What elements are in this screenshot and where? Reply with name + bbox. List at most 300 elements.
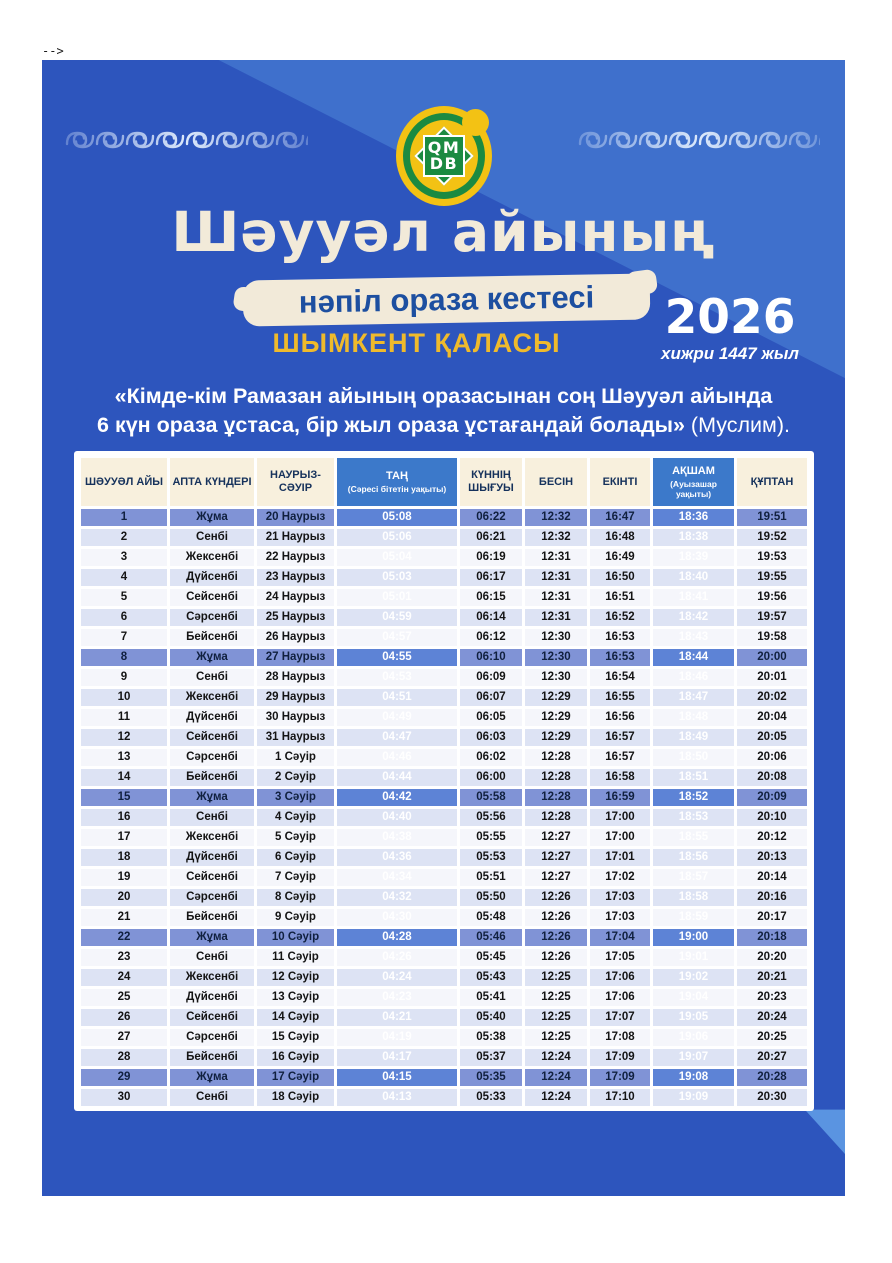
cell-aksham-time: 19:00 bbox=[653, 929, 734, 946]
cell-quptan-time: 20:23 bbox=[737, 989, 807, 1006]
cell-date: 7 Сәуір bbox=[257, 869, 334, 886]
cell-sunrise-time: 06:07 bbox=[460, 689, 522, 706]
cell-quptan-time: 20:30 bbox=[737, 1089, 807, 1106]
cell-aksham-time: 19:06 bbox=[653, 1029, 734, 1046]
cell-weekday: Сейсенбі bbox=[170, 589, 254, 606]
cell-sunrise-time: 06:09 bbox=[460, 669, 522, 686]
cell-sunrise-time: 05:35 bbox=[460, 1069, 522, 1086]
cell-date: 26 Наурыз bbox=[257, 629, 334, 646]
cell-date: 24 Наурыз bbox=[257, 589, 334, 606]
cell-quptan-time: 20:05 bbox=[737, 729, 807, 746]
table-row bbox=[81, 1029, 807, 1046]
cell-quptan-time: 19:55 bbox=[737, 569, 807, 586]
logo-line2: DB bbox=[429, 154, 459, 173]
cell-aksham-time: 18:59 bbox=[653, 909, 734, 926]
cell-tan-time: 04:59 bbox=[337, 609, 457, 626]
quote-line2 bbox=[42, 411, 845, 440]
cell-besin-time: 12:28 bbox=[525, 789, 587, 806]
cell-tan-time: 04:51 bbox=[337, 689, 457, 706]
cell-weekday: Бейсенбі bbox=[170, 769, 254, 786]
cell-weekday: Жексенбі bbox=[170, 829, 254, 846]
table-row bbox=[81, 709, 807, 726]
cell-tan-time: 04:15 bbox=[337, 1069, 457, 1086]
cell-besin-time: 12:27 bbox=[525, 869, 587, 886]
table-row bbox=[81, 909, 807, 926]
cell-sunrise-time: 05:48 bbox=[460, 909, 522, 926]
cell-tan-time: 05:03 bbox=[337, 569, 457, 586]
table-row bbox=[81, 549, 807, 566]
cell-quptan-time: 20:24 bbox=[737, 1009, 807, 1026]
schedule-table bbox=[78, 455, 810, 1109]
cell-date: 29 Наурыз bbox=[257, 689, 334, 706]
table-row bbox=[81, 969, 807, 986]
cell-day-number: 9 bbox=[81, 669, 167, 686]
cell-day-number: 24 bbox=[81, 969, 167, 986]
kazakh-ornament-band-right bbox=[578, 127, 820, 153]
cell-sunrise-time: 05:56 bbox=[460, 809, 522, 826]
cell-sunrise-time: 06:02 bbox=[460, 749, 522, 766]
cell-sunrise-time: 06:05 bbox=[460, 709, 522, 726]
cell-ekinti-time: 16:48 bbox=[590, 529, 650, 546]
cell-quptan-time: 20:13 bbox=[737, 849, 807, 866]
cell-ekinti-time: 17:04 bbox=[590, 929, 650, 946]
cell-day-number: 23 bbox=[81, 949, 167, 966]
cell-quptan-time: 20:16 bbox=[737, 889, 807, 906]
cell-tan-time: 04:40 bbox=[337, 809, 457, 826]
cell-weekday: Жексенбі bbox=[170, 689, 254, 706]
table-row bbox=[81, 1009, 807, 1026]
table-row bbox=[81, 749, 807, 766]
table-row bbox=[81, 889, 807, 906]
cell-quptan-time: 20:00 bbox=[737, 649, 807, 666]
cell-quptan-time: 20:20 bbox=[737, 949, 807, 966]
cell-quptan-time: 20:21 bbox=[737, 969, 807, 986]
cell-sunrise-time: 06:03 bbox=[460, 729, 522, 746]
cell-quptan-time: 20:01 bbox=[737, 669, 807, 686]
cell-weekday: Жұма bbox=[170, 929, 254, 946]
cell-weekday: Бейсенбі bbox=[170, 909, 254, 926]
cell-sunrise-time: 06:21 bbox=[460, 529, 522, 546]
cell-date: 16 Сәуір bbox=[257, 1049, 334, 1066]
cell-quptan-time: 20:06 bbox=[737, 749, 807, 766]
cell-date: 23 Наурыз bbox=[257, 569, 334, 586]
cell-besin-time: 12:26 bbox=[525, 929, 587, 946]
cell-date: 4 Сәуір bbox=[257, 809, 334, 826]
cell-aksham-time: 19:04 bbox=[653, 989, 734, 1006]
cell-weekday: Сейсенбі bbox=[170, 1009, 254, 1026]
cell-weekday: Жексенбі bbox=[170, 969, 254, 986]
cell-date: 5 Сәуір bbox=[257, 829, 334, 846]
cell-sunrise-time: 05:53 bbox=[460, 849, 522, 866]
cell-sunrise-time: 05:43 bbox=[460, 969, 522, 986]
cell-sunrise-time: 05:38 bbox=[460, 1029, 522, 1046]
cell-ekinti-time: 17:06 bbox=[590, 969, 650, 986]
cell-quptan-time: 19:58 bbox=[737, 629, 807, 646]
table-row bbox=[81, 829, 807, 846]
cell-besin-time: 12:28 bbox=[525, 809, 587, 826]
cell-tan-time: 04:13 bbox=[337, 1089, 457, 1106]
cell-quptan-time: 20:12 bbox=[737, 829, 807, 846]
cell-day-number: 8 bbox=[81, 649, 167, 666]
cell-weekday: Сейсенбі bbox=[170, 869, 254, 886]
cell-ekinti-time: 17:02 bbox=[590, 869, 650, 886]
cell-ekinti-time: 16:47 bbox=[590, 509, 650, 526]
cell-besin-time: 12:26 bbox=[525, 909, 587, 926]
col-aksham: АҚШАМ (Ауызашар уақыты) bbox=[653, 458, 734, 506]
cell-day-number: 10 bbox=[81, 689, 167, 706]
table-row bbox=[81, 509, 807, 526]
cell-besin-time: 12:32 bbox=[525, 509, 587, 526]
cell-ekinti-time: 16:56 bbox=[590, 709, 650, 726]
cell-day-number: 2 bbox=[81, 529, 167, 546]
col-quptan: ҚҰПТАН bbox=[737, 458, 807, 506]
cell-weekday: Сәрсенбі bbox=[170, 1029, 254, 1046]
cell-aksham-time: 18:58 bbox=[653, 889, 734, 906]
table-row bbox=[81, 689, 807, 706]
table-row bbox=[81, 849, 807, 866]
cell-day-number: 28 bbox=[81, 1049, 167, 1066]
table-row bbox=[81, 949, 807, 966]
table-row bbox=[81, 769, 807, 786]
cell-besin-time: 12:27 bbox=[525, 829, 587, 846]
cell-sunrise-time: 05:55 bbox=[460, 829, 522, 846]
cell-date: 6 Сәуір bbox=[257, 849, 334, 866]
cell-day-number: 17 bbox=[81, 829, 167, 846]
cell-besin-time: 12:29 bbox=[525, 689, 587, 706]
cell-day-number: 3 bbox=[81, 549, 167, 566]
cell-besin-time: 12:31 bbox=[525, 589, 587, 606]
cell-day-number: 6 bbox=[81, 609, 167, 626]
table-row bbox=[81, 589, 807, 606]
cell-ekinti-time: 16:54 bbox=[590, 669, 650, 686]
cell-date: 21 Наурыз bbox=[257, 529, 334, 546]
cell-besin-time: 12:29 bbox=[525, 729, 587, 746]
cell-day-number: 29 bbox=[81, 1069, 167, 1086]
col-march-april: НАУРЫЗ-СӘУІР bbox=[257, 458, 334, 506]
cell-tan-time: 04:30 bbox=[337, 909, 457, 926]
logo-monogram bbox=[396, 106, 492, 206]
cell-aksham-time: 18:55 bbox=[653, 829, 734, 846]
cell-tan-time: 05:04 bbox=[337, 549, 457, 566]
cell-quptan-time: 19:52 bbox=[737, 529, 807, 546]
cell-aksham-time: 18:49 bbox=[653, 729, 734, 746]
cell-day-number: 16 bbox=[81, 809, 167, 826]
cell-tan-time: 04:44 bbox=[337, 769, 457, 786]
cell-day-number: 21 bbox=[81, 909, 167, 926]
cell-ekinti-time: 17:06 bbox=[590, 989, 650, 1006]
cell-ekinti-time: 16:59 bbox=[590, 789, 650, 806]
cell-sunrise-time: 06:19 bbox=[460, 549, 522, 566]
col-ekinti: ЕКІНТІ bbox=[590, 458, 650, 506]
poster-title: Шәууәл айының bbox=[171, 200, 716, 264]
cell-date: 8 Сәуір bbox=[257, 889, 334, 906]
cell-besin-time: 12:31 bbox=[525, 549, 587, 566]
cell-weekday: Жұма bbox=[170, 789, 254, 806]
cell-tan-time: 04:42 bbox=[337, 789, 457, 806]
cell-ekinti-time: 17:07 bbox=[590, 1009, 650, 1026]
col-shawwal-day: ШӘУУӘЛ АЙЫ bbox=[81, 458, 167, 506]
table-row bbox=[81, 929, 807, 946]
cell-ekinti-time: 16:53 bbox=[590, 629, 650, 646]
cell-day-number: 7 bbox=[81, 629, 167, 646]
cell-day-number: 26 bbox=[81, 1009, 167, 1026]
cell-aksham-time: 19:07 bbox=[653, 1049, 734, 1066]
table-row bbox=[81, 729, 807, 746]
cell-date: 15 Сәуір bbox=[257, 1029, 334, 1046]
cell-day-number: 15 bbox=[81, 789, 167, 806]
cell-weekday: Дүйсенбі bbox=[170, 709, 254, 726]
cell-aksham-time: 18:44 bbox=[653, 649, 734, 666]
cell-day-number: 1 bbox=[81, 509, 167, 526]
cell-quptan-time: 20:18 bbox=[737, 929, 807, 946]
cell-weekday: Жұма bbox=[170, 1069, 254, 1086]
cell-aksham-time: 19:01 bbox=[653, 949, 734, 966]
cell-tan-time: 04:34 bbox=[337, 869, 457, 886]
cell-weekday: Сенбі bbox=[170, 529, 254, 546]
cell-sunrise-time: 06:17 bbox=[460, 569, 522, 586]
cell-ekinti-time: 17:03 bbox=[590, 889, 650, 906]
cell-ekinti-time: 17:01 bbox=[590, 849, 650, 866]
cell-sunrise-time: 05:50 bbox=[460, 889, 522, 906]
cell-ekinti-time: 17:09 bbox=[590, 1069, 650, 1086]
cell-day-number: 25 bbox=[81, 989, 167, 1006]
cell-besin-time: 12:31 bbox=[525, 609, 587, 626]
table-row bbox=[81, 569, 807, 586]
cell-sunrise-time: 06:14 bbox=[460, 609, 522, 626]
cell-sunrise-time: 06:10 bbox=[460, 649, 522, 666]
cell-weekday: Жұма bbox=[170, 509, 254, 526]
cell-quptan-time: 19:53 bbox=[737, 549, 807, 566]
cell-date: 13 Сәуір bbox=[257, 989, 334, 1006]
cell-date: 31 Наурыз bbox=[257, 729, 334, 746]
cell-besin-time: 12:25 bbox=[525, 969, 587, 986]
cell-besin-time: 12:30 bbox=[525, 669, 587, 686]
cell-date: 2 Сәуір bbox=[257, 769, 334, 786]
cell-weekday: Дүйсенбі bbox=[170, 569, 254, 586]
table-row bbox=[81, 869, 807, 886]
quote-line1: «Кімде-кім Рамазан айының оразасынан соң Шәууәл айында bbox=[114, 384, 773, 408]
cell-besin-time: 12:26 bbox=[525, 949, 587, 966]
cell-quptan-time: 20:08 bbox=[737, 769, 807, 786]
cell-date: 12 Сәуір bbox=[257, 969, 334, 986]
cell-besin-time: 12:26 bbox=[525, 889, 587, 906]
city-name: ШЫМКЕНТ ҚАЛАСЫ bbox=[272, 328, 561, 358]
table-header-row bbox=[81, 458, 807, 506]
cell-date: 25 Наурыз bbox=[257, 609, 334, 626]
cell-aksham-time: 18:40 bbox=[653, 569, 734, 586]
cell-weekday: Бейсенбі bbox=[170, 1049, 254, 1066]
cell-quptan-time: 19:51 bbox=[737, 509, 807, 526]
cell-aksham-time: 18:36 bbox=[653, 509, 734, 526]
cell-day-number: 14 bbox=[81, 769, 167, 786]
cell-quptan-time: 20:25 bbox=[737, 1029, 807, 1046]
cell-tan-time: 04:26 bbox=[337, 949, 457, 966]
cell-besin-time: 12:24 bbox=[525, 1049, 587, 1066]
cell-besin-time: 12:29 bbox=[525, 709, 587, 726]
cell-day-number: 18 bbox=[81, 849, 167, 866]
cell-besin-time: 12:24 bbox=[525, 1089, 587, 1106]
cell-date: 28 Наурыз bbox=[257, 669, 334, 686]
cell-day-number: 30 bbox=[81, 1089, 167, 1106]
cell-weekday: Сенбі bbox=[170, 669, 254, 686]
gregorian-year: 2026 bbox=[664, 290, 796, 345]
cell-ekinti-time: 17:05 bbox=[590, 949, 650, 966]
comment-marker-text: --> bbox=[42, 44, 64, 58]
cell-ekinti-time: 16:57 bbox=[590, 729, 650, 746]
cell-quptan-time: 20:04 bbox=[737, 709, 807, 726]
logo-line1: QM bbox=[427, 138, 461, 157]
cell-day-number: 5 bbox=[81, 589, 167, 606]
cell-besin-time: 12:27 bbox=[525, 849, 587, 866]
cell-besin-time: 12:30 bbox=[525, 649, 587, 666]
cell-aksham-time: 18:41 bbox=[653, 589, 734, 606]
cell-ekinti-time: 17:09 bbox=[590, 1049, 650, 1066]
table-row bbox=[81, 989, 807, 1006]
cell-sunrise-time: 05:40 bbox=[460, 1009, 522, 1026]
cell-sunrise-time: 06:15 bbox=[460, 589, 522, 606]
cell-aksham-time: 18:43 bbox=[653, 629, 734, 646]
cell-day-number: 11 bbox=[81, 709, 167, 726]
cell-besin-time: 12:30 bbox=[525, 629, 587, 646]
cell-tan-time: 04:57 bbox=[337, 629, 457, 646]
table-row bbox=[81, 649, 807, 666]
cell-day-number: 27 bbox=[81, 1029, 167, 1046]
cell-tan-time: 04:21 bbox=[337, 1009, 457, 1026]
cell-ekinti-time: 16:58 bbox=[590, 769, 650, 786]
cell-date: 27 Наурыз bbox=[257, 649, 334, 666]
cell-sunrise-time: 05:45 bbox=[460, 949, 522, 966]
cell-tan-time: 05:08 bbox=[337, 509, 457, 526]
cell-date: 14 Сәуір bbox=[257, 1009, 334, 1026]
cell-tan-time: 04:49 bbox=[337, 709, 457, 726]
cell-quptan-time: 20:17 bbox=[737, 909, 807, 926]
cell-besin-time: 12:31 bbox=[525, 569, 587, 586]
cell-day-number: 13 bbox=[81, 749, 167, 766]
cell-date: 20 Наурыз bbox=[257, 509, 334, 526]
cell-day-number: 4 bbox=[81, 569, 167, 586]
cell-besin-time: 12:25 bbox=[525, 1009, 587, 1026]
cell-sunrise-time: 05:33 bbox=[460, 1089, 522, 1106]
cell-quptan-time: 20:10 bbox=[737, 809, 807, 826]
cell-sunrise-time: 05:58 bbox=[460, 789, 522, 806]
cell-sunrise-time: 06:22 bbox=[460, 509, 522, 526]
cell-day-number: 12 bbox=[81, 729, 167, 746]
cell-tan-time: 05:01 bbox=[337, 589, 457, 606]
table-row bbox=[81, 669, 807, 686]
table-row bbox=[81, 789, 807, 806]
cell-sunrise-time: 05:37 bbox=[460, 1049, 522, 1066]
cell-weekday: Сенбі bbox=[170, 949, 254, 966]
cell-date: 1 Сәуір bbox=[257, 749, 334, 766]
cell-quptan-time: 20:02 bbox=[737, 689, 807, 706]
cell-aksham-time: 18:52 bbox=[653, 789, 734, 806]
cell-ekinti-time: 17:10 bbox=[590, 1089, 650, 1106]
cell-weekday: Дүйсенбі bbox=[170, 989, 254, 1006]
cell-weekday: Сәрсенбі bbox=[170, 609, 254, 626]
cell-aksham-time: 19:05 bbox=[653, 1009, 734, 1026]
cell-aksham-time: 18:51 bbox=[653, 769, 734, 786]
cell-besin-time: 12:28 bbox=[525, 769, 587, 786]
cell-tan-time: 05:06 bbox=[337, 529, 457, 546]
cell-tan-time: 04:46 bbox=[337, 749, 457, 766]
cell-ekinti-time: 16:57 bbox=[590, 749, 650, 766]
cell-ekinti-time: 16:51 bbox=[590, 589, 650, 606]
cell-tan-time: 04:38 bbox=[337, 829, 457, 846]
cell-weekday: Сейсенбі bbox=[170, 729, 254, 746]
cell-date: 18 Сәуір bbox=[257, 1089, 334, 1106]
hadith-quote bbox=[42, 382, 845, 440]
qmdb-logo bbox=[396, 106, 492, 206]
cell-sunrise-time: 05:41 bbox=[460, 989, 522, 1006]
quote-attribution: (Муслим). bbox=[684, 413, 790, 437]
cell-aksham-time: 18:47 bbox=[653, 689, 734, 706]
cell-aksham-time: 19:08 bbox=[653, 1069, 734, 1086]
cell-date: 17 Сәуір bbox=[257, 1069, 334, 1086]
cell-quptan-time: 19:56 bbox=[737, 589, 807, 606]
cell-tan-time: 04:24 bbox=[337, 969, 457, 986]
cell-tan-time: 04:28 bbox=[337, 929, 457, 946]
cell-day-number: 19 bbox=[81, 869, 167, 886]
cell-day-number: 22 bbox=[81, 929, 167, 946]
table-row bbox=[81, 629, 807, 646]
table-row bbox=[81, 1049, 807, 1066]
cell-date: 9 Сәуір bbox=[257, 909, 334, 926]
table-row bbox=[81, 809, 807, 826]
cell-weekday: Дүйсенбі bbox=[170, 849, 254, 866]
cell-ekinti-time: 17:03 bbox=[590, 909, 650, 926]
cell-weekday: Жексенбі bbox=[170, 549, 254, 566]
cell-besin-time: 12:24 bbox=[525, 1069, 587, 1086]
cell-aksham-time: 18:53 bbox=[653, 809, 734, 826]
cell-aksham-time: 19:02 bbox=[653, 969, 734, 986]
kazakh-ornament-band-left bbox=[65, 127, 308, 153]
cell-aksham-time: 18:46 bbox=[653, 669, 734, 686]
cell-date: 30 Наурыз bbox=[257, 709, 334, 726]
cell-tan-time: 04:53 bbox=[337, 669, 457, 686]
cell-ekinti-time: 16:49 bbox=[590, 549, 650, 566]
cell-aksham-time: 18:42 bbox=[653, 609, 734, 626]
cell-weekday: Сенбі bbox=[170, 809, 254, 826]
cell-aksham-time: 18:48 bbox=[653, 709, 734, 726]
cell-quptan-time: 20:14 bbox=[737, 869, 807, 886]
cell-weekday: Бейсенбі bbox=[170, 629, 254, 646]
cell-tan-time: 04:19 bbox=[337, 1029, 457, 1046]
cell-ekinti-time: 16:55 bbox=[590, 689, 650, 706]
cell-ekinti-time: 16:52 bbox=[590, 609, 650, 626]
poster bbox=[42, 60, 845, 1196]
cell-ekinti-time: 16:50 bbox=[590, 569, 650, 586]
cell-besin-time: 12:25 bbox=[525, 1029, 587, 1046]
cell-tan-time: 04:55 bbox=[337, 649, 457, 666]
cell-quptan-time: 20:27 bbox=[737, 1049, 807, 1066]
cell-tan-time: 04:23 bbox=[337, 989, 457, 1006]
cell-weekday: Сәрсенбі bbox=[170, 889, 254, 906]
cell-ekinti-time: 17:00 bbox=[590, 809, 650, 826]
cell-sunrise-time: 05:46 bbox=[460, 929, 522, 946]
cell-sunrise-time: 06:12 bbox=[460, 629, 522, 646]
hijri-year: хижри 1447 жыл bbox=[660, 344, 799, 363]
schedule-table-wrap bbox=[74, 451, 814, 1111]
cell-besin-time: 12:28 bbox=[525, 749, 587, 766]
cell-quptan-time: 19:57 bbox=[737, 609, 807, 626]
col-weekdays: АПТА КҮНДЕРІ bbox=[170, 458, 254, 506]
cell-tan-time: 04:47 bbox=[337, 729, 457, 746]
col-tan: ТАҢ (Сәресі бітетін уақыты) bbox=[337, 458, 457, 506]
cell-date: 22 Наурыз bbox=[257, 549, 334, 566]
subtitle-pill bbox=[243, 273, 651, 326]
col-sunrise: КҮННІҢ ШЫҒУЫ bbox=[460, 458, 522, 506]
cell-sunrise-time: 05:51 bbox=[460, 869, 522, 886]
